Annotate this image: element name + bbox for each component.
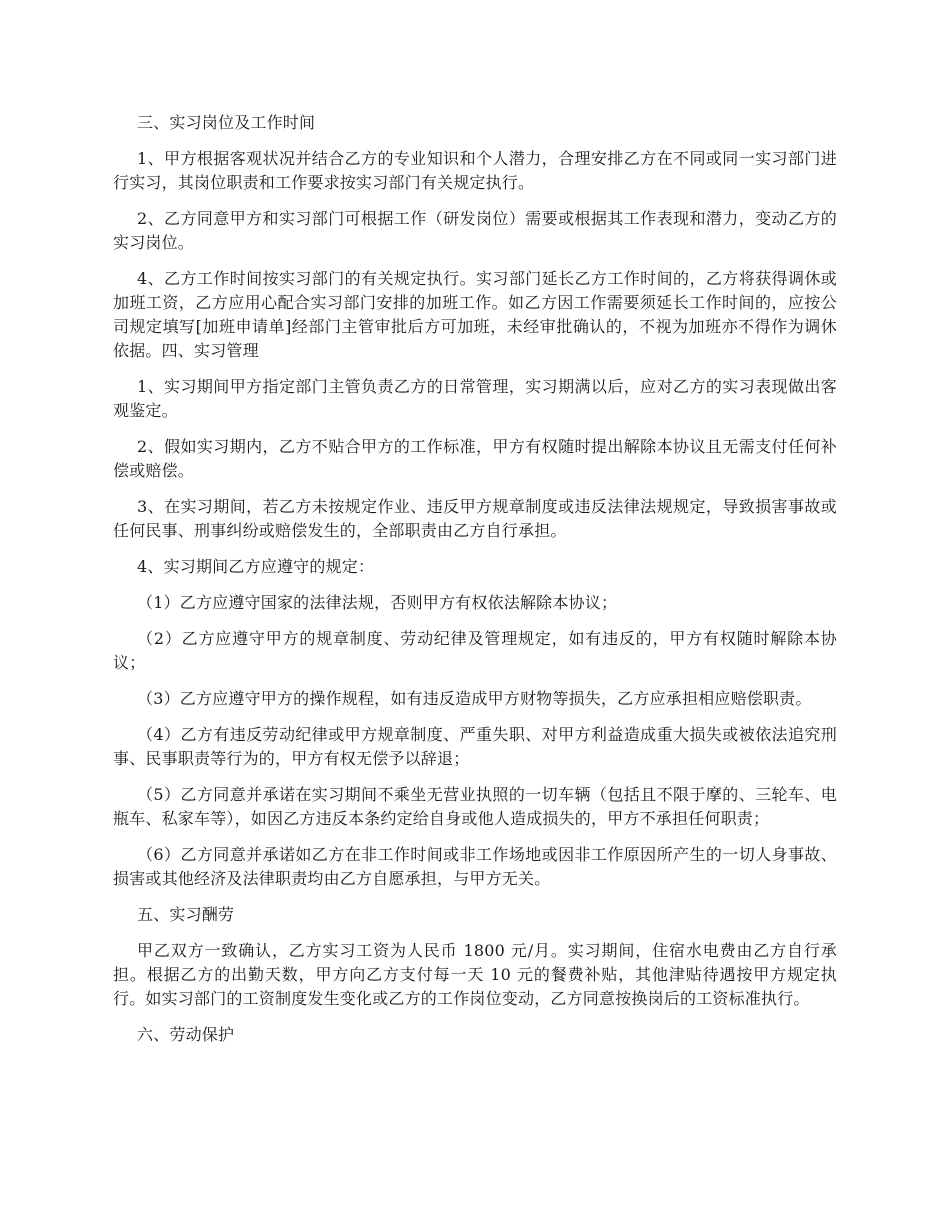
list-item: （6）乙方同意并承诺如乙方在非工作时间或非工作场地或因非工作原因所产生的一切人身事故、损害或其他经济及法律职责均由乙方自愿承担，与甲方无关。 xyxy=(113,845,837,888)
section-heading-compensation: 五、实习酬劳 xyxy=(137,905,235,924)
section-heading-internship-position: 三、实习岗位及工作时间 xyxy=(137,113,316,132)
paragraph: 3、在实习期间，若乙方未按规定作业、违反甲方规章制度或违反法律法规规定，导致损害事故或任何民事、刑事纠纷或赔偿发生的，全部职责由乙方自行承担。 xyxy=(113,497,837,540)
list-item: （4）乙方有违反劳动纪律或甲方规章制度、严重失职、对甲方利益造成重大损失或被依法追究刑事、民事职责等行为的，甲方有权无偿予以辞退； xyxy=(113,725,837,768)
list-item: （2）乙方应遵守甲方的规章制度、劳动纪律及管理规定，如有违反的，甲方有权随时解除本协议； xyxy=(113,629,837,672)
paragraph: 1、甲方根据客观状况并结合乙方的专业知识和个人潜力，合理安排乙方在不同或同一实习部门进行实习，其岗位职责和工作要求按实习部门有关规定执行。 xyxy=(113,149,837,192)
paragraph: 1、实习期间甲方指定部门主管负责乙方的日常管理，实习期满以后，应对乙方的实习表现做出客观鉴定。 xyxy=(113,377,837,420)
paragraph: 4、乙方工作时间按实习部门的有关规定执行。实习部门延长乙方工作时间的，乙方将获得调休或加班工资，乙方应用心配合实习部门安排的加班工作。如乙方因工作需要须延长工作时间的，应按公司规定填写[加班申请单]经部门主管审批后方可加班，未经审批确认的，不视为加班亦不得作为调休依据。四、实习管理 xyxy=(113,269,837,360)
list-item: （3）乙方应遵守甲方的操作规程，如有违反造成甲方财物等损失，乙方应承担相应赔偿职责。 xyxy=(137,689,812,708)
paragraph: 4、实习期间乙方应遵守的规定： xyxy=(137,557,375,576)
paragraph: 2、乙方同意甲方和实习部门可根据工作（研发岗位）需要或根据其工作表现和潜力，变动乙方的实习岗位。 xyxy=(113,209,837,252)
paragraph: 甲乙双方一致确认，乙方实习工资为人民币 1800 元/月。实习期间，住宿水电费由乙方自行承担。根据乙方的出勤天数，甲方向乙方支付每一天 10 元的餐费补贴，其他津贴待遇按甲方规定执行。如实习部门的工资制度发生变化或乙方的工作岗位变动，乙方同意按换岗后的工资标准执行。 xyxy=(113,941,837,1008)
section-heading-labor-protection: 六、劳动保护 xyxy=(137,1025,235,1044)
list-item: （5）乙方同意并承诺在实习期间不乘坐无营业执照的一切车辆（包括且不限于摩的、三轮车、电瓶车、私家车等），如因乙方违反本条约定给自身或他人造成损失的，甲方不承担任何职责； xyxy=(113,785,837,828)
list-item: （1）乙方应遵守国家的法律法规，否则甲方有权依法解除本协议； xyxy=(137,593,618,612)
document-body xyxy=(113,111,837,1047)
paragraph: 2、假如实习期内，乙方不贴合甲方的工作标准，甲方有权随时提出解除本协议且无需支付任何补偿或赔偿。 xyxy=(113,437,837,480)
